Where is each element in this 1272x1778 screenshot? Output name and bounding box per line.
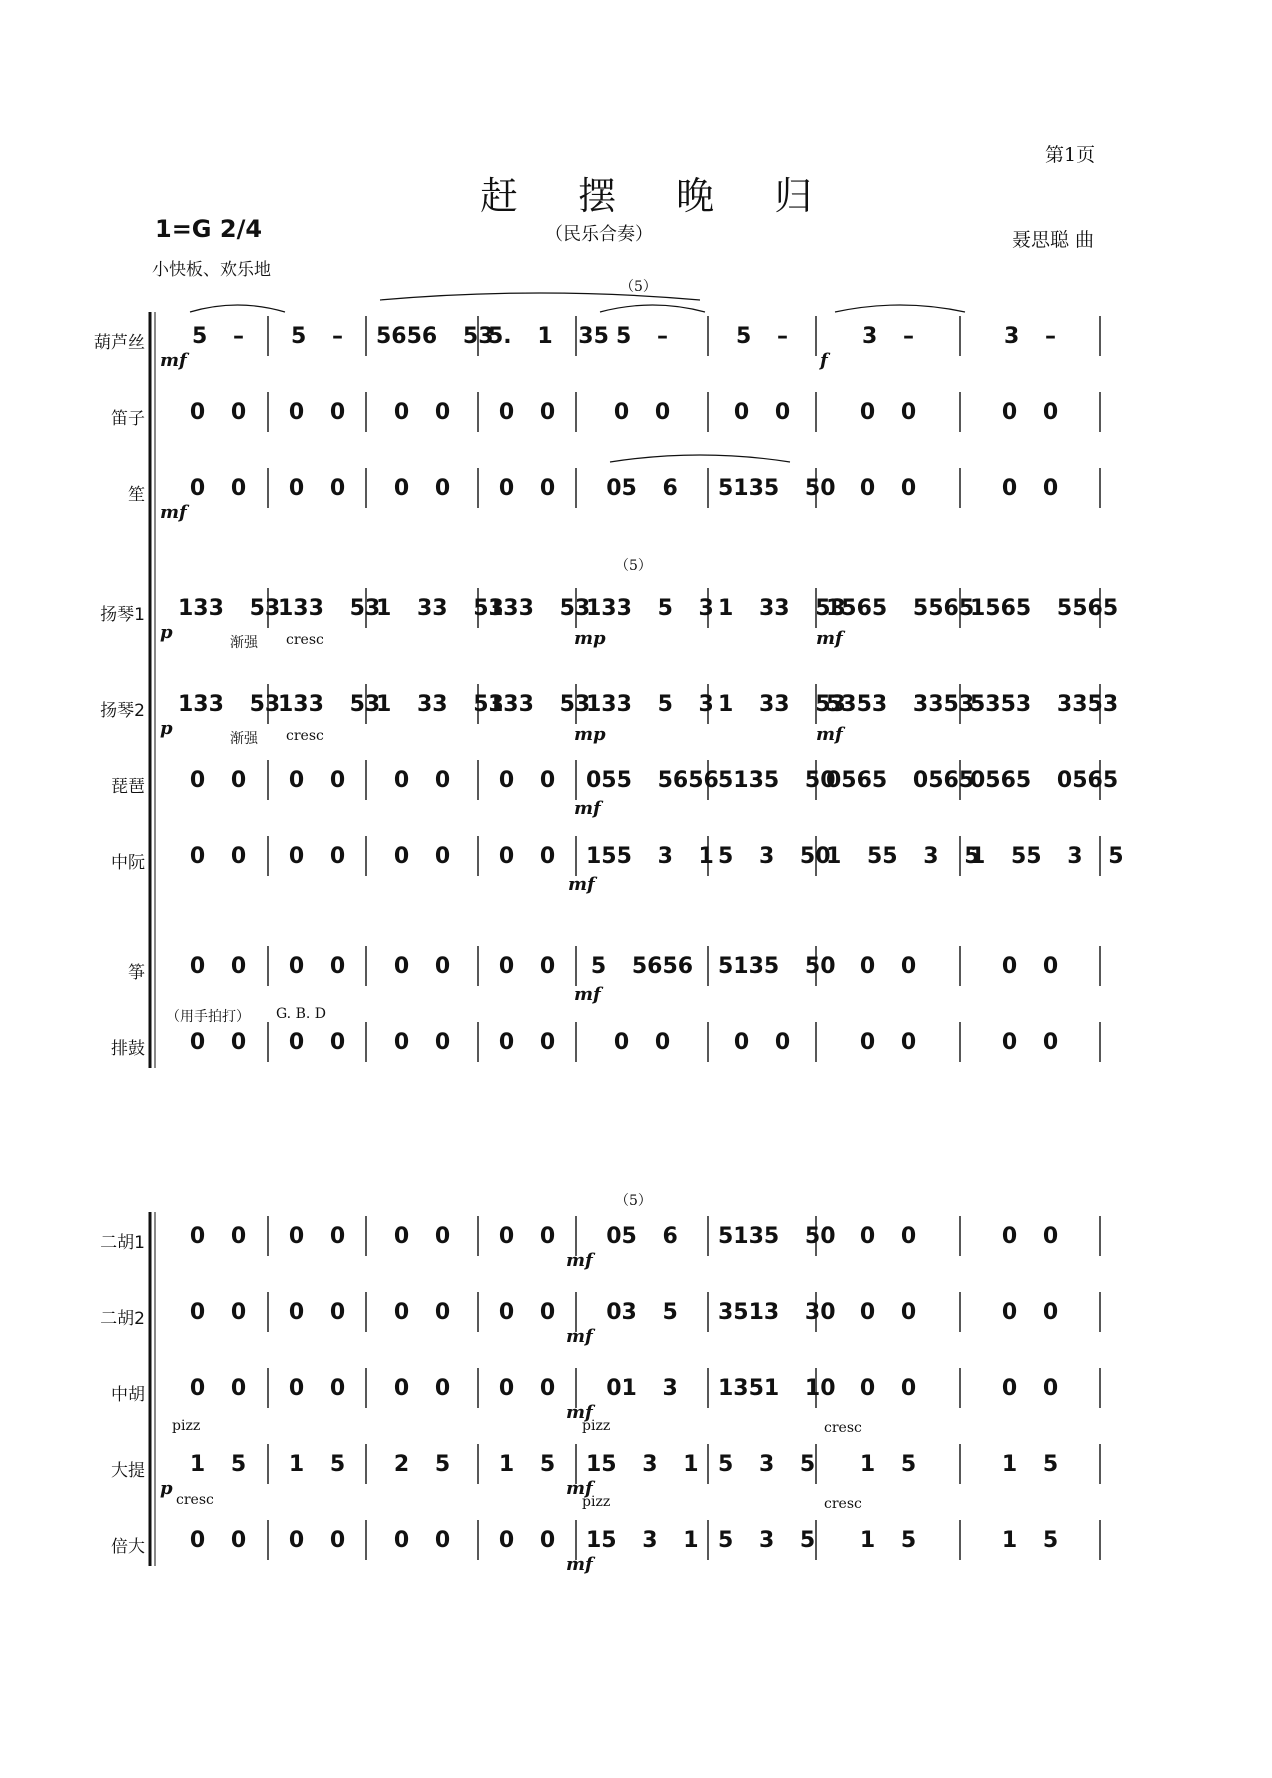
measure: 0 0 [613, 400, 671, 425]
pizz-mark: pizz [582, 1494, 611, 1510]
measure: 0 0 [1001, 400, 1059, 425]
instrument-label: 倍大 [111, 1537, 145, 1557]
pizz-mark: pizz [172, 1418, 201, 1434]
measure: 0 0 [498, 768, 556, 793]
measure: 5135 50 [718, 768, 836, 793]
slur [190, 305, 285, 312]
measure: 1565 5565 [826, 596, 975, 621]
measure: 15 3 1 [586, 1528, 699, 1553]
measure: 3 – [1004, 324, 1056, 349]
measure: 5 – [192, 324, 244, 349]
measure: 0 0 [189, 844, 247, 869]
measure: 0 0 [498, 1528, 556, 1553]
measure: 133 53 [278, 692, 381, 717]
pizz-mark: pizz [582, 1418, 611, 1434]
measure: 5 – [291, 324, 343, 349]
dynamic-mark: mf [574, 984, 601, 1005]
measure: 0 0 [498, 400, 556, 425]
measure: 0 0 [288, 1376, 346, 1401]
measure: 0 0 [288, 1224, 346, 1249]
measure: 5135 50 [718, 1224, 836, 1249]
rehearsal-mark: （5） [615, 1193, 652, 1209]
measure: 1565 5565 [970, 596, 1119, 621]
measure: 0 0 [288, 1528, 346, 1553]
instrument-label: 中阮 [111, 853, 145, 873]
rehearsal-mark: （5） [620, 279, 657, 295]
measure: 0 0 [859, 400, 917, 425]
measure: 0 0 [288, 476, 346, 501]
dynamic-mark: p [160, 718, 173, 739]
measure: 0 0 [189, 1224, 247, 1249]
measure: 05 6 [606, 476, 678, 501]
dynamic-mark: mf [568, 874, 595, 895]
measure: 133 53 [488, 692, 591, 717]
instrument-label: 筝 [128, 963, 145, 983]
measure: 5656 53 [376, 324, 494, 349]
measure: 133 5 3 [586, 596, 714, 621]
drum-gbd-note: G. B. D [276, 1006, 326, 1022]
rehearsal-mark: （5） [615, 558, 652, 574]
measure: 1 33 53 [718, 692, 846, 717]
measure: 0 0 [1001, 1224, 1059, 1249]
measure: 5353 3353 [970, 692, 1119, 717]
dynamic-mark: mf [816, 628, 843, 649]
measure: 1 5 [498, 1452, 556, 1477]
measure: 133 5 3 [586, 692, 714, 717]
instrument-label: 笙 [128, 485, 145, 505]
measure: 0 0 [1001, 1376, 1059, 1401]
measure: 0 0 [393, 1030, 451, 1055]
measure: 5 3 5 [718, 1452, 816, 1477]
measure: 0 0 [189, 1300, 247, 1325]
measure: 5 – [616, 324, 668, 349]
instrument-label: 琵琶 [111, 777, 145, 797]
instrument-label: 二胡1 [100, 1233, 145, 1253]
measure: 5353 3353 [826, 692, 975, 717]
dynamic-mark: mf [566, 1478, 593, 1499]
dynamic-mark: mf [566, 1250, 593, 1271]
measure: 3 – [862, 324, 914, 349]
dynamic-mark: mp [574, 724, 606, 745]
measure: 1 5 [859, 1452, 917, 1477]
measure: 0 0 [393, 1300, 451, 1325]
measure: 133 53 [178, 596, 281, 621]
measure: 1351 10 [718, 1376, 836, 1401]
measure: 1 55 3 5 [970, 844, 1124, 869]
measure: 5135 50 [718, 954, 836, 979]
instrument-label: 中胡 [111, 1385, 145, 1405]
measure: 0 0 [189, 1030, 247, 1055]
measure: 2 5 [393, 1452, 451, 1477]
measure: 0 0 [613, 1030, 671, 1055]
measure: 0 0 [393, 844, 451, 869]
measure: 0 0 [393, 1528, 451, 1553]
measure: 0 0 [733, 400, 791, 425]
dynamic-mark: mf [160, 350, 187, 371]
key-signature: 1=G 2/4 [155, 215, 263, 243]
measure: 0 0 [288, 400, 346, 425]
page-number: 第1页 [1045, 144, 1096, 166]
measure: 0 0 [498, 1376, 556, 1401]
measure: 1 5 [189, 1452, 247, 1477]
measure: 1 5 [1001, 1452, 1059, 1477]
drum-playing-note: （用手拍打） [166, 1009, 250, 1025]
dynamic-mark: f [820, 350, 828, 371]
measure: 0 0 [859, 954, 917, 979]
measure: 155 3 1 [586, 844, 714, 869]
cresc-text: cresc [824, 1420, 862, 1436]
measure: 0 0 [498, 954, 556, 979]
dynamic-mark: mf [574, 798, 601, 819]
dynamic-mark: mf [566, 1554, 593, 1575]
measure: 0565 0565 [826, 768, 975, 793]
dynamic-mark: mf [816, 724, 843, 745]
measure: 0 0 [288, 844, 346, 869]
measure: 3513 30 [718, 1300, 836, 1325]
measure: 0 0 [498, 1224, 556, 1249]
slur [600, 305, 705, 312]
measure: 0 0 [498, 476, 556, 501]
measure: 0 0 [393, 768, 451, 793]
cresc-text: cresc [824, 1496, 862, 1512]
instrument-label: 排鼓 [111, 1039, 145, 1059]
measure: 0 0 [189, 400, 247, 425]
measure: 0 0 [288, 1300, 346, 1325]
instrument-label: 大提 [111, 1461, 145, 1481]
measure: 0 0 [859, 1030, 917, 1055]
measure: 1 33 53 [718, 596, 846, 621]
instrument-label: 二胡2 [100, 1309, 145, 1329]
dynamic-mark: mf [566, 1402, 593, 1423]
composer: 聂思聪 曲 [1012, 229, 1095, 251]
measure: 5 – [736, 324, 788, 349]
measure: 5 3 50 [718, 844, 831, 869]
measure: 0 0 [498, 1300, 556, 1325]
measure: 03 5 [606, 1300, 678, 1325]
measure: 0 0 [859, 1300, 917, 1325]
measure: 1 5 [859, 1528, 917, 1553]
measure: 5135 50 [718, 476, 836, 501]
measure: 0 0 [189, 476, 247, 501]
instrument-label: 扬琴1 [100, 605, 145, 625]
measure: 15 3 1 [586, 1452, 699, 1477]
measure: 0 0 [288, 954, 346, 979]
measure: 0 0 [189, 768, 247, 793]
measure: 0 0 [189, 1528, 247, 1553]
measure: 133 53 [178, 692, 281, 717]
cresc-text: cresc [286, 632, 324, 648]
measure: 0 0 [498, 844, 556, 869]
measure: 0 0 [498, 1030, 556, 1055]
slur [610, 455, 790, 462]
measure: 133 53 [278, 596, 381, 621]
cresc-text: cresc [176, 1492, 214, 1508]
measure: 0 0 [733, 1030, 791, 1055]
measure: 0 0 [189, 1376, 247, 1401]
cresc-text-cn: 渐强 [230, 635, 258, 651]
measure: 0 0 [288, 1030, 346, 1055]
measure: 1 5 [1001, 1528, 1059, 1553]
measure: 0 0 [393, 954, 451, 979]
dynamic-mark: p [160, 622, 173, 643]
slur [835, 305, 965, 312]
measure: 01 3 [606, 1376, 678, 1401]
measure: 1 55 3 5 [826, 844, 980, 869]
measure: 055 5656 [586, 768, 719, 793]
instrument-label: 葫芦丝 [94, 333, 145, 353]
measure: 0565 0565 [970, 768, 1119, 793]
instrument-label: 扬琴2 [100, 701, 145, 721]
cresc-text: cresc [286, 728, 324, 744]
measure: 0 0 [859, 1224, 917, 1249]
measure: 0 0 [189, 954, 247, 979]
measure: 0 0 [393, 476, 451, 501]
measure: 133 53 [488, 596, 591, 621]
score-subtitle: （民乐合奏） [545, 224, 653, 245]
measure: 5 3 5 [718, 1528, 816, 1553]
dynamic-mark: mf [160, 502, 187, 523]
measure: 1 5 [288, 1452, 346, 1477]
dynamic-mark: mf [566, 1326, 593, 1347]
measure: 5 5656 [590, 954, 694, 979]
measure: 0 0 [859, 476, 917, 501]
measure: 0 0 [1001, 476, 1059, 501]
measure: 1 33 53 [376, 692, 504, 717]
dynamic-mark: mp [574, 628, 606, 649]
measure: 0 0 [288, 768, 346, 793]
measure: 5. 1 35 [488, 324, 609, 349]
score-title: 赶 摆 晚 归 [480, 174, 837, 218]
measure: 0 0 [1001, 1300, 1059, 1325]
instrument-label: 笛子 [111, 409, 145, 429]
measure: 0 0 [393, 400, 451, 425]
dynamic-mark: p [160, 1478, 173, 1499]
measure: 0 0 [1001, 954, 1059, 979]
cresc-text-cn: 渐强 [230, 731, 258, 747]
measure: 0 0 [859, 1376, 917, 1401]
measure: 0 0 [393, 1224, 451, 1249]
measure: 0 0 [393, 1376, 451, 1401]
measure: 0 0 [1001, 1030, 1059, 1055]
measure: 1 33 53 [376, 596, 504, 621]
tempo-marking: 小快板、欢乐地 [152, 260, 271, 280]
measure: 05 6 [606, 1224, 678, 1249]
